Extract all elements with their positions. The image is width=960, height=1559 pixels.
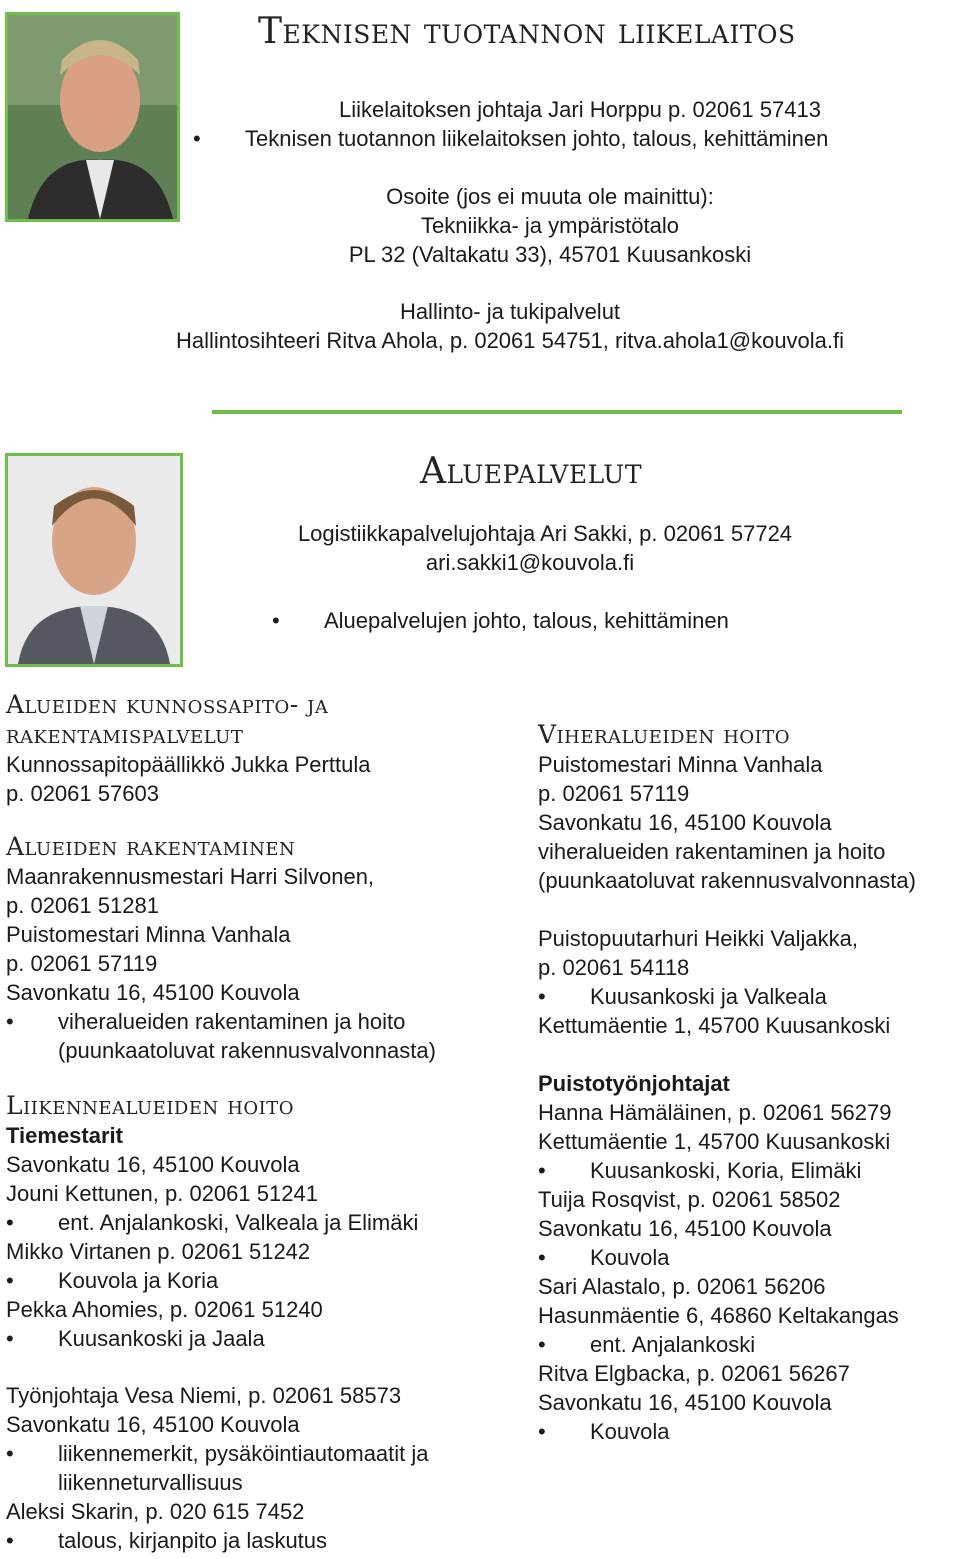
- kunnossapito-title-2: rakentamispalvelut: [6, 720, 244, 749]
- director-line: Liikelaitoksen johtaja Jari Horppu p. 02061 57413: [339, 97, 821, 122]
- rak-phone2: p. 02061 57119: [6, 951, 158, 976]
- aluepalvelut-bullet: • Aluepalvelujen johto, talous, kehittäminen: [272, 606, 960, 635]
- section-divider: [212, 410, 902, 414]
- aluepalvelut-email: ari.sakki1@kouvola.fi: [425, 550, 635, 575]
- tj-person4: Ritva Elgbacka, p. 02061 56267: [538, 1361, 850, 1386]
- tj-address4: Savonkatu 16, 45100 Kouvola: [538, 1390, 832, 1415]
- liikenne-title: Liikennealueiden hoito: [6, 1091, 295, 1120]
- rak-address: Savonkatu 16, 45100 Kouvola: [6, 980, 300, 1005]
- admin-title: Hallinto- ja tukipalvelut: [399, 299, 621, 324]
- viher-person: Puistomestari Minna Vanhala: [538, 752, 823, 777]
- rakentaminen-title: Alueiden rakentaminen: [6, 832, 296, 861]
- rak-person2: Puistomestari Minna Vanhala: [6, 922, 291, 947]
- viher-phone: p. 02061 57119: [538, 781, 690, 806]
- rak-phone1: p. 02061 51281: [6, 893, 159, 918]
- rak-bullet1-cont: (puunkaatoluvat rakennusvalvonnasta): [58, 1038, 436, 1063]
- rak-person1: Maanrakennusmestari Harri Silvonen,: [6, 864, 375, 889]
- admin-person: Hallintosihteeri Ritva Ahola, p. 02061 54751, ritva.ahola1@kouvola.fi: [175, 328, 845, 353]
- tj-address1: Kettumäentie 1, 45700 Kuusankoski: [538, 1129, 891, 1154]
- tie-address: Savonkatu 16, 45100 Kouvola: [6, 1152, 300, 1177]
- tie-person3: Pekka Ahomies, p. 02061 51240: [6, 1297, 323, 1322]
- tie-person2: Mikko Virtanen p. 02061 51242: [6, 1239, 311, 1264]
- puutarhuri-address: Kettumäentie 1, 45700 Kuusankoski: [538, 1013, 891, 1038]
- kunnossapito-title-1: Alueiden kunnossapito- ja: [6, 690, 329, 719]
- puutarhuri-phone: p. 02061 54118: [538, 955, 690, 980]
- kunnossapito-phone: p. 02061 57603: [6, 781, 159, 806]
- aleksi-person: Aleksi Skarin, p. 020 615 7452: [6, 1499, 305, 1524]
- kunnossapito-person: Kunnossapitopäällikkö Jukka Perttula: [6, 752, 371, 777]
- tj-bullet4: • Kouvola: [538, 1417, 958, 1446]
- rak-bullet1: • viheralueiden rakentaminen ja hoito: [6, 1007, 526, 1036]
- tj-address2: Savonkatu 16, 45100 Kouvola: [538, 1216, 832, 1241]
- aluepalvelut-head: Logistiikkapalvelujohtaja Ari Sakki, p. 02061 57724: [297, 521, 793, 546]
- tj-bullet1: • Kuusankoski, Koria, Elimäki: [538, 1156, 958, 1185]
- tie-bullet2: • Kouvola ja Koria: [6, 1266, 526, 1295]
- address-street: PL 32 (Valtakatu 33), 45701 Kuusankoski: [348, 242, 752, 267]
- puutarhuri-person: Puistopuutarhuri Heikki Valjakka,: [538, 926, 858, 951]
- director-bullet: • Teknisen tuotannon liikelaitoksen johto, talous, kehittäminen: [193, 124, 960, 153]
- viher-address: Savonkatu 16, 45100 Kouvola: [538, 810, 832, 835]
- tie-bullet3: • Kuusankoski ja Jaala: [6, 1324, 526, 1353]
- tyonjohtaja-bullet: • liikennemerkit, pysäköintiautomaatit ja: [6, 1439, 526, 1468]
- tiemestarit-label: Tiemestarit: [6, 1123, 123, 1148]
- aleksi-bullet: • talous, kirjanpito ja laskutus: [6, 1526, 526, 1555]
- tie-bullet1: • ent. Anjalankoski, Valkeala ja Elimäki: [6, 1208, 526, 1237]
- tyonjohtajat-title: Puistotyönjohtajat: [538, 1071, 730, 1096]
- viher-title: Viheralueiden hoito: [538, 720, 791, 749]
- tyonjohtaja-address: Savonkatu 16, 45100 Kouvola: [6, 1412, 300, 1437]
- tie-person1: Jouni Kettunen, p. 02061 51241: [6, 1181, 318, 1206]
- viher-line2: (puunkaatoluvat rakennusvalvonnasta): [538, 868, 916, 893]
- section-title-liikelaitos: Teknisen tuotannon liikelaitos: [258, 11, 796, 52]
- tj-bullet2: • Kouvola: [538, 1243, 958, 1272]
- tj-person3: Sari Alastalo, p. 02061 56206: [538, 1274, 826, 1299]
- tj-person2: Tuija Rosqvist, p. 02061 58502: [538, 1187, 841, 1212]
- tyonjohtaja-bullet-cont: liikenneturvallisuus: [58, 1470, 243, 1495]
- viher-line1: viheralueiden rakentaminen ja hoito: [538, 839, 886, 864]
- address-label: Osoite (jos ei muuta ole mainittu):: [386, 184, 714, 209]
- address-building: Tekniikka- ja ympäristötalo: [421, 213, 679, 238]
- tj-person1: Hanna Hämäläinen, p. 02061 56279: [538, 1100, 892, 1125]
- tj-bullet3: • ent. Anjalankoski: [538, 1330, 958, 1359]
- section-title-aluepalvelut: Aluepalvelut: [420, 451, 643, 492]
- tyonjohtaja-person: Työnjohtaja Vesa Niemi, p. 02061 58573: [6, 1383, 402, 1408]
- puutarhuri-bullet: • Kuusankoski ja Valkeala: [538, 982, 958, 1011]
- tj-address3: Hasunmäentie 6, 46860 Keltakangas: [538, 1303, 899, 1328]
